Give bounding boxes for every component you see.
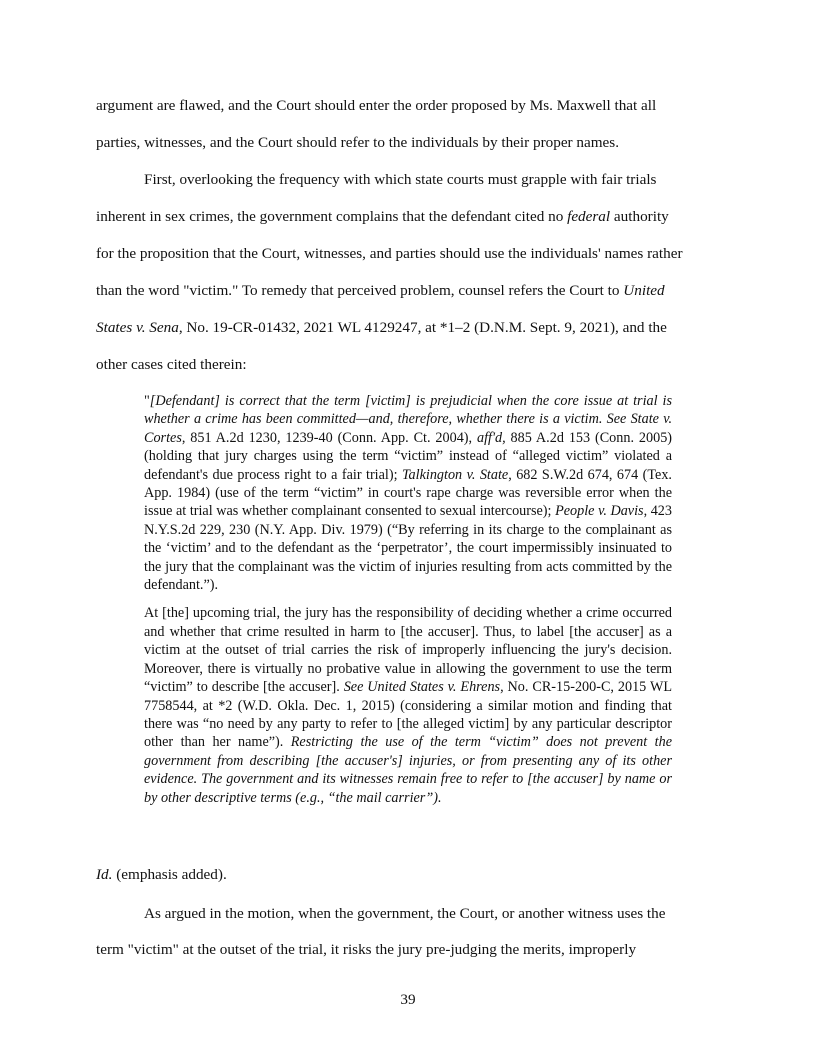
page-number: 39 bbox=[400, 991, 416, 1008]
paragraph-line: First, overlooking the frequency with which state courts must grapple with fair trials bbox=[144, 171, 657, 188]
body-line: argument are flawed, and the Court should enter the order proposed by Ms. Maxwell that all bbox=[96, 97, 657, 114]
quote-paragraph-1: "[Defendant] is correct that the term [victim] is prejudicial when the core issue at trial is whether a crime has been committed—and, therefore, whether there is a victim. See State v. Cortes, 851 A.2d 1230, 1239-40 (Conn. App. Ct. 2004), aff'd, 885 A.2d 153 (Conn. 2005) (holding that jury charges using the term “victim” instead of “alleged victim” violated a defendant's due process right to a fair trial); Talkington v. State, 682 S.W.2d 674, 674 (Tex. App. 1984) (use of the term “victim” in court's rape charge was reversible error when the issue at trial was whether complainant consented to sexual intercourse); People v. Davis, 423 N.Y.S.2d 229, 230 (N.Y. App. Div. 1979) (“By referring in its charge to the complainant as the ‘victim’ and to the defendant as the ‘perpetrator’, the court impermissibly insinuated to the jury that the complainant was the victim of injuries resulting from acts committed by the defendant.”). bbox=[144, 393, 673, 594]
paragraph-line: than the word "victim." To remedy that perceived problem, counsel refers the Court to United bbox=[96, 282, 665, 299]
paragraph-line: inherent in sex crimes, the government complains that the defendant cited no federal authority bbox=[96, 208, 669, 225]
id-citation: Id. (emphasis added). bbox=[96, 866, 227, 883]
paragraph-line: As argued in the motion, when the government, the Court, or another witness uses the bbox=[144, 905, 666, 922]
paragraph-line: for the proposition that the Court, witnesses, and parties should use the individuals' names rather bbox=[96, 245, 683, 262]
quote-paragraph-2: At [the] upcoming trial, the jury has the responsibility of deciding whether a crime occurred and whether that crime resulted in harm to [the accuser]. Thus, to label [the accuser] as a victim at the outset of trial carries the risk of improperly influencing the jury's decision. Moreover, there is virtually no probative value in allowing the government to use the term “victim” to describe [the accuser]. See United States v. Ehrens, No. CR-15-200-C, 2015 WL 7758544, at *2 (W.D. Okla. Dec. 1, 2015) (considering a similar motion and finding that there was “no need by any party to refer to [the alleged victim] by any particular descriptor other than her name”). Restricting the use of the term “victim” does not prevent the government from describing [the accuser's] injuries, or from presenting any of its other evidence. The government and its witnesses remain free to refer to [the accuser] by name or by other descriptive terms (e.g., “the mail carrier”). bbox=[144, 605, 673, 806]
body-line: parties, witnesses, and the Court should refer to the individuals by their proper names. bbox=[96, 134, 620, 151]
paragraph-line: term "victim" at the outset of the trial, it risks the jury pre-judging the merits, improperly bbox=[96, 941, 637, 958]
paragraph-line: other cases cited therein: bbox=[96, 356, 247, 373]
block-quote bbox=[144, 392, 672, 807]
paragraph-line: States v. Sena, No. 19-CR-01432, 2021 WL 4129247, at *1–2 (D.N.M. Sept. 9, 2021), and the bbox=[96, 319, 667, 336]
